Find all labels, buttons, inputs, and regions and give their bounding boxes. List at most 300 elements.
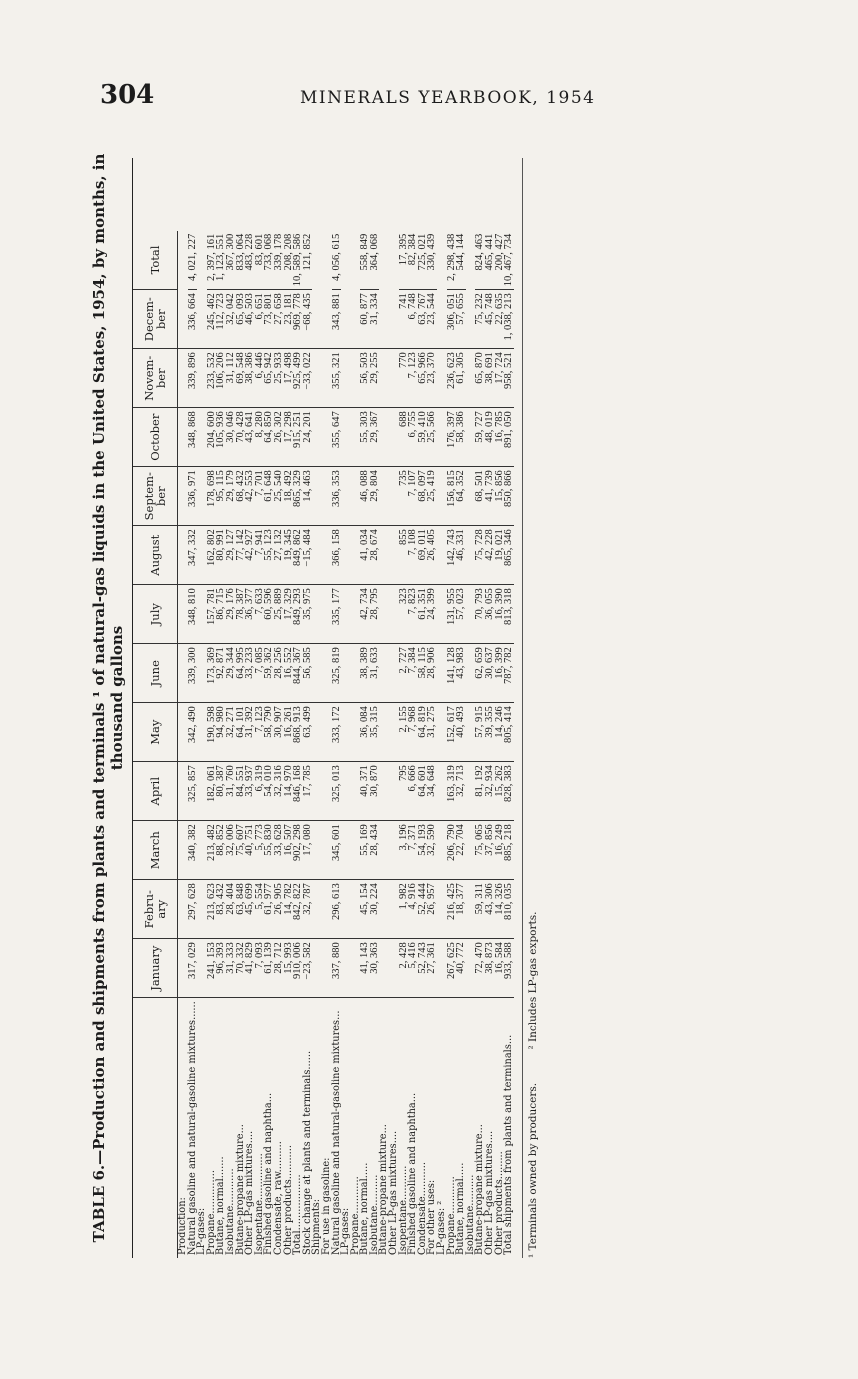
table-cell: 75, 607: [236, 821, 246, 880]
table-cell: 31, 633: [370, 644, 380, 703]
table-cell: [379, 703, 389, 762]
row-label: Finished gasoline and naphtha...: [407, 1092, 419, 1255]
table-cell: 92, 871: [216, 644, 226, 703]
table-cell: 84, 551: [236, 762, 246, 821]
table-cell: 182, 061: [207, 762, 217, 821]
column-header: August: [133, 526, 178, 585]
table-cell: 36, 084: [360, 703, 370, 762]
table-cell: 810, 035: [504, 880, 514, 939]
column-header: Decem-ber: [133, 290, 178, 349]
table-cell: [341, 762, 351, 821]
table-cell: 213, 482: [207, 821, 217, 880]
table-row: [351, 231, 361, 1258]
table-cell: −23, 582: [303, 939, 313, 998]
table-cell: 236, 623: [447, 349, 457, 408]
table-cell: 26, 405: [427, 526, 437, 585]
table-cell: 38, 389: [360, 644, 370, 703]
row-label: Other LP-gas mixtures....: [244, 1130, 256, 1255]
row-label: Finished gasoline and naphtha...: [263, 1092, 275, 1255]
table-cell: 80, 991: [216, 526, 226, 585]
row-label: Natural gasoline and natural-gasoline mixtures...: [330, 1010, 342, 1255]
column-header: July: [133, 585, 178, 644]
table-cell: 337, 880: [332, 939, 342, 998]
footnotes: [522, 158, 539, 1258]
table-cell: 28, 906: [427, 644, 437, 703]
table-cell: 58, 790: [264, 703, 274, 762]
table-body: [178, 231, 514, 1258]
table-cell: 14, 463: [303, 467, 313, 526]
page-number: 304: [100, 80, 155, 110]
table-cell: 173, 369: [207, 644, 217, 703]
table-cell: 7, 085: [255, 644, 265, 703]
table-cell: 33, 233: [245, 644, 255, 703]
table-cell: 367, 300: [226, 231, 236, 290]
table-cell: 23, 181: [284, 290, 294, 349]
table-cell: 38, 873: [485, 939, 495, 998]
table-cell: 28, 256: [274, 644, 284, 703]
table-cell: −33, 022: [303, 349, 313, 408]
table-cell: −15, 484: [303, 526, 313, 585]
table-cell: 29, 255: [370, 349, 380, 408]
table-cell: 7, 384: [408, 644, 418, 703]
table-cell: [312, 880, 322, 939]
table-cell: 28, 712: [274, 939, 284, 998]
row-label: Butane-propane mixture...: [474, 1124, 486, 1255]
table-cell: 141, 128: [447, 644, 457, 703]
table-cell: 70, 428: [236, 408, 246, 467]
table-cell: 325, 013: [332, 762, 342, 821]
table-cell: 29, 127: [226, 526, 236, 585]
table-cell: 78, 387: [236, 585, 246, 644]
table-cell: 46, 088: [360, 467, 370, 526]
table-cell: 61, 139: [264, 939, 274, 998]
table-cell: 2, 155: [399, 703, 409, 762]
table-cell: 805, 414: [504, 703, 514, 762]
table-cell: 850, 866: [504, 467, 514, 526]
table-cell: 828, 383: [504, 762, 514, 821]
column-header: April: [133, 762, 178, 821]
table-row: [303, 231, 313, 1258]
table-cell: 33, 628: [274, 821, 284, 880]
table-cell: 61, 977: [264, 880, 274, 939]
row-label: Butane, normal.....: [455, 1162, 467, 1255]
row-label: Isopentane...............: [253, 1153, 265, 1255]
table-cell: 63, 848: [236, 880, 246, 939]
table-cell: 30, 870: [370, 762, 380, 821]
table-cell: 14, 326: [495, 880, 505, 939]
table-cell: 40, 772: [456, 939, 466, 998]
column-header: October: [133, 408, 178, 467]
table-cell: 58, 115: [418, 644, 428, 703]
table-cell: 81, 192: [475, 762, 485, 821]
table-cell: 68, 097: [418, 467, 428, 526]
table-cell: 28, 674: [370, 526, 380, 585]
table-cell: 348, 868: [188, 408, 198, 467]
table-cell: 339, 300: [188, 644, 198, 703]
table-cell: 27, 132: [274, 526, 284, 585]
row-label: Other products...........: [282, 1144, 294, 1255]
table-cell: 32, 787: [303, 880, 313, 939]
table-cell: 68, 432: [236, 467, 246, 526]
table-cell: 32, 042: [226, 290, 236, 349]
table-cell: 17, 498: [284, 349, 294, 408]
table-cell: 63, 499: [303, 703, 313, 762]
table-cell: 323: [399, 585, 409, 644]
table-cell: 855: [399, 526, 409, 585]
table-cell: 59, 311: [475, 880, 485, 939]
table-cell: 10, 467, 734: [504, 231, 514, 290]
table-cell: 32, 590: [427, 821, 437, 880]
table-cell: 19, 021: [495, 526, 505, 585]
table-cell: 29, 804: [370, 467, 380, 526]
table-cell: 15, 993: [284, 939, 294, 998]
table-row: [312, 231, 322, 1258]
table-cell: 41, 829: [245, 939, 255, 998]
table-cell: 204, 600: [207, 408, 217, 467]
table-cell: 43, 306: [485, 880, 495, 939]
table-cell: 16, 390: [495, 585, 505, 644]
row-label: Propane............: [349, 1176, 361, 1255]
table-cell: 735: [399, 467, 409, 526]
table-cell: 14, 246: [495, 703, 505, 762]
table-cell: [312, 703, 322, 762]
row-label: LP-gases:: [196, 1207, 208, 1255]
table-cell: 35, 315: [370, 703, 380, 762]
table-cell: 30, 224: [370, 880, 380, 939]
table-cell: 31, 275: [427, 703, 437, 762]
table-cell: 206, 790: [447, 821, 457, 880]
table-cell: 29, 176: [226, 585, 236, 644]
table-cell: 317, 029: [188, 939, 198, 998]
table-cell: 915, 251: [293, 408, 303, 467]
table-cell: 30, 637: [485, 644, 495, 703]
table-cell: 42, 734: [360, 585, 370, 644]
table-cell: [379, 880, 389, 939]
table-cell: 241, 153: [207, 939, 217, 998]
table-cell: 63, 767: [418, 290, 428, 349]
table-cell: 16, 785: [495, 408, 505, 467]
table-cell: 176, 397: [447, 408, 457, 467]
table-cell: 849, 293: [293, 585, 303, 644]
table-cell: 6, 446: [255, 349, 265, 408]
table-cell: 60, 877: [360, 290, 370, 349]
table-cell: 17, 785: [303, 762, 313, 821]
table-cell: 355, 321: [332, 349, 342, 408]
table-cell: [341, 703, 351, 762]
table-cell: 15, 262: [495, 762, 505, 821]
column-header: May: [133, 703, 178, 762]
table-cell: 32, 006: [226, 821, 236, 880]
table-cell: 844, 367: [293, 644, 303, 703]
table-cell: 833, 064: [236, 231, 246, 290]
table-cell: 348, 810: [188, 585, 198, 644]
row-label: For other uses:: [426, 1179, 438, 1255]
table-cell: 7, 968: [408, 703, 418, 762]
table-cell: 55, 303: [360, 408, 370, 467]
row-label: LP-gases: ²: [436, 1200, 448, 1255]
table-cell: 333, 172: [332, 703, 342, 762]
table-cell: 40, 751: [245, 821, 255, 880]
table-cell: [312, 644, 322, 703]
table-cell: 366, 158: [332, 526, 342, 585]
table-cell: [312, 349, 322, 408]
table-cell: 885, 218: [504, 821, 514, 880]
table-cell: 25, 566: [427, 408, 437, 467]
table-cell: 969, 778: [293, 290, 303, 349]
row-label: Other products.........: [493, 1151, 505, 1255]
footnote-2: ² Includes LP-gas exports.: [526, 911, 539, 1050]
table-cell: 343, 881: [332, 290, 342, 349]
table-cell: [341, 880, 351, 939]
row-label: Production:: [177, 1197, 188, 1255]
table-cell: 306, 051: [447, 290, 457, 349]
row-label: Other LP-gas mixtures....: [388, 1130, 400, 1255]
table-row: [504, 231, 514, 1258]
row-label: LP-gases:: [340, 1207, 352, 1255]
table-cell: 7, 093: [255, 939, 265, 998]
table-cell: 245, 462: [207, 290, 217, 349]
table-cell: 142, 743: [447, 526, 457, 585]
table-cell: 342, 490: [188, 703, 198, 762]
row-label: Propane..............: [205, 1170, 217, 1255]
table-cell: 82, 384: [408, 231, 418, 290]
table-cell: 80, 387: [216, 762, 226, 821]
table-cell: 2, 397, 161: [207, 231, 217, 290]
table-cell: 39, 355: [485, 703, 495, 762]
table-row: [188, 231, 198, 1258]
table-cell: 55, 123: [264, 526, 274, 585]
table-row: [226, 231, 236, 1258]
table-cell: 16, 399: [495, 644, 505, 703]
table-cell: 2, 727: [399, 644, 409, 703]
table-cell: 7, 371: [408, 821, 418, 880]
table-cell: 16, 552: [284, 644, 294, 703]
table-cell: 57, 655: [456, 290, 466, 349]
table-cell: 57, 023: [456, 585, 466, 644]
row-label: Stock change at plants and terminals......: [301, 1050, 313, 1255]
table-cell: 336, 664: [188, 290, 198, 349]
data-table: [133, 231, 514, 1258]
table-cell: 795: [399, 762, 409, 821]
column-header: March: [133, 821, 178, 880]
table-cell: 38, 386: [245, 349, 255, 408]
table-cell: 162, 802: [207, 526, 217, 585]
table-row: [360, 231, 370, 1258]
table-cell: 65, 966: [418, 349, 428, 408]
table-cell: 31, 112: [226, 349, 236, 408]
table-row: [370, 231, 380, 1258]
table-cell: 14, 782: [284, 880, 294, 939]
table-row: [456, 231, 466, 1258]
table-cell: [379, 290, 389, 349]
column-header: Novem-ber: [133, 349, 178, 408]
table-cell: 14, 970: [284, 762, 294, 821]
header-row: [133, 231, 178, 1258]
table-cell: 7, 107: [408, 467, 418, 526]
table-cell: 45, 699: [245, 880, 255, 939]
table-cell: 75, 728: [475, 526, 485, 585]
table-cell: 340, 382: [188, 821, 198, 880]
table-cell: 26, 957: [427, 880, 437, 939]
table-cell: [379, 939, 389, 998]
table-cell: 865, 329: [293, 467, 303, 526]
table-cell: 6, 651: [255, 290, 265, 349]
column-header: [133, 998, 178, 1258]
table-cell: 6, 755: [408, 408, 418, 467]
table-cell: 28, 404: [226, 880, 236, 939]
table-cell: 64, 819: [418, 703, 428, 762]
table-cell: 112, 723: [216, 290, 226, 349]
table-cell: 1, 123, 551: [216, 231, 226, 290]
table-cell: 58, 386: [456, 408, 466, 467]
table-cell: 208, 208: [284, 231, 294, 290]
table-cell: 297, 628: [188, 880, 198, 939]
table-cell: 41, 143: [360, 939, 370, 998]
table-cell: 37, 856: [485, 821, 495, 880]
table-cell: 1, 982: [399, 880, 409, 939]
table-cell: 5, 773: [255, 821, 265, 880]
table-cell: 25, 540: [274, 467, 284, 526]
table-cell: 59, 362: [264, 644, 274, 703]
table-cell: 339, 896: [188, 349, 198, 408]
table-cell: 335, 177: [332, 585, 342, 644]
table-cell: 465, 441: [485, 231, 495, 290]
table-row: [389, 231, 399, 1258]
table-cell: 55, 169: [360, 821, 370, 880]
table-cell: [341, 939, 351, 998]
table-cell: 8, 280: [255, 408, 265, 467]
table-cell: 24, 399: [427, 585, 437, 644]
table-cell: [379, 467, 389, 526]
table-cell: 152, 617: [447, 703, 457, 762]
table-cell: 336, 971: [188, 467, 198, 526]
table-cell: 558, 849: [360, 231, 370, 290]
table-cell: 30, 363: [370, 939, 380, 998]
table-cell: 213, 623: [207, 880, 217, 939]
table-cell: 868, 913: [293, 703, 303, 762]
table-cell: 296, 613: [332, 880, 342, 939]
table-cell: 59, 727: [475, 408, 485, 467]
table-cell: 325, 857: [188, 762, 198, 821]
table-cell: [341, 467, 351, 526]
row-label: Total shipments from plants and terminals...: [503, 1034, 515, 1255]
table-cell: 64, 995: [236, 644, 246, 703]
table-cell: 64, 601: [418, 762, 428, 821]
table-cell: 6, 666: [408, 762, 418, 821]
row-label: Isobutane..........: [368, 1174, 380, 1255]
row-label: Other LP-gas mixtures....: [484, 1130, 495, 1255]
table-row: [332, 231, 342, 1258]
table-cell: 824, 463: [475, 231, 485, 290]
table-row: [264, 231, 274, 1258]
table-cell: −68, 435: [303, 290, 313, 349]
table-cell: 24, 201: [303, 408, 313, 467]
table-row: [236, 231, 246, 1258]
table-cell: 7, 123: [408, 349, 418, 408]
table-cell: 121, 852: [303, 231, 313, 290]
table-row: [447, 231, 457, 1258]
table-cell: 64, 850: [264, 408, 274, 467]
table-cell: 55, 830: [264, 821, 274, 880]
table-cell: 16, 507: [284, 821, 294, 880]
table-cell: 6, 319: [255, 762, 265, 821]
table-cell: 7, 823: [408, 585, 418, 644]
table-cell: 94, 980: [216, 703, 226, 762]
table-cell: 30, 046: [226, 408, 236, 467]
table-cell: 88, 852: [216, 821, 226, 880]
table-cell: [312, 290, 322, 349]
table-cell: 925, 499: [293, 349, 303, 408]
table-cell: 43, 983: [456, 644, 466, 703]
row-label: Total..................: [292, 1174, 304, 1255]
table-cell: 16, 584: [495, 939, 505, 998]
table-cell: 2, 428: [399, 939, 409, 998]
table-row: [245, 231, 255, 1258]
table-cell: [379, 585, 389, 644]
table-row: [341, 231, 351, 1258]
table-cell: 46, 503: [245, 290, 255, 349]
table-cell: 64, 101: [236, 703, 246, 762]
table-cell: 83, 601: [255, 231, 265, 290]
table-cell: 56, 503: [360, 349, 370, 408]
table-cell: [312, 939, 322, 998]
table-cell: 849, 862: [293, 526, 303, 585]
table-cell: 29, 367: [370, 408, 380, 467]
table-cell: 65, 942: [264, 349, 274, 408]
table-cell: 267, 625: [447, 939, 457, 998]
table-cell: 70, 332: [236, 939, 246, 998]
table-cell: 25, 419: [427, 467, 437, 526]
table-cell: 23, 370: [427, 349, 437, 408]
table-cell: 5, 554: [255, 880, 265, 939]
table-cell: 787, 782: [504, 644, 514, 703]
table-cell: [341, 408, 351, 467]
table-cell: 544, 144: [456, 231, 466, 290]
table-cell: 40, 371: [360, 762, 370, 821]
table-row: [408, 231, 418, 1258]
table-cell: [341, 644, 351, 703]
column-header: Septem-ber: [133, 467, 178, 526]
table-cell: 770: [399, 349, 409, 408]
table-cell: 325, 819: [332, 644, 342, 703]
table-cell: 200, 427: [495, 231, 505, 290]
table-cell: 32, 316: [274, 762, 284, 821]
table-cell: 32, 271: [226, 703, 236, 762]
table-cell: 29, 179: [226, 467, 236, 526]
rotated-table-block: [90, 128, 750, 1258]
table-cell: 95, 115: [216, 467, 226, 526]
table-cell: 741: [399, 290, 409, 349]
table-cell: 31, 334: [370, 290, 380, 349]
table-cell: 190, 598: [207, 703, 217, 762]
table-cell: 345, 601: [332, 821, 342, 880]
table-cell: 25, 933: [274, 349, 284, 408]
table-cell: 156, 815: [447, 467, 457, 526]
table-cell: 15, 856: [495, 467, 505, 526]
table-cell: 23, 544: [427, 290, 437, 349]
table-cell: 54, 193: [418, 821, 428, 880]
table-cell: [379, 408, 389, 467]
table-cell: 865, 346: [504, 526, 514, 585]
table-row: [485, 231, 495, 1258]
table-row: [274, 231, 284, 1258]
table-cell: 106, 206: [216, 349, 226, 408]
table-cell: 105, 936: [216, 408, 226, 467]
table-cell: 17, 395: [399, 231, 409, 290]
table-cell: 64, 352: [456, 467, 466, 526]
row-label: Butane-propane mixture...: [378, 1124, 390, 1255]
table-cell: 75, 065: [475, 821, 485, 880]
